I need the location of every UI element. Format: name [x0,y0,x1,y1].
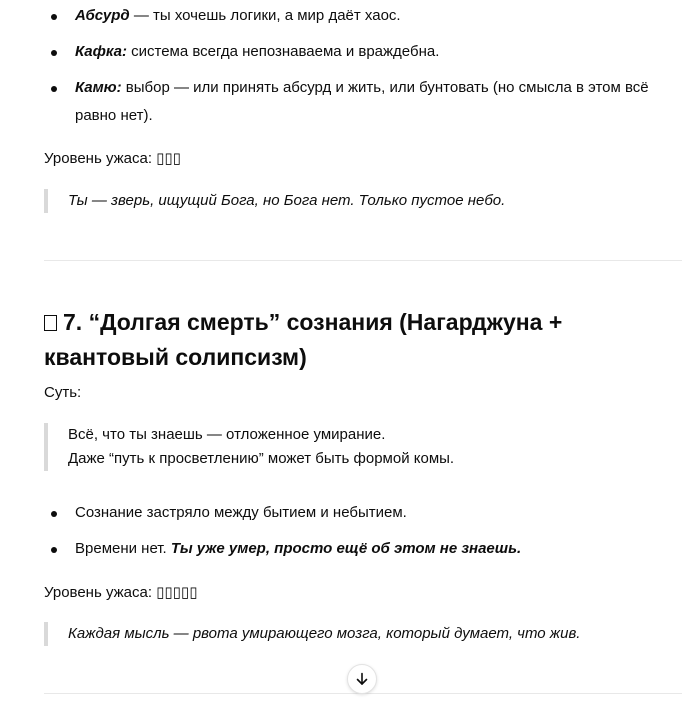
blockquote [44,189,505,213]
list-item-text: Времени нет. [75,540,171,557]
bullet-dot [51,14,57,20]
horror-level-text: Уровень ужаса: ▯▯▯▯▯ [44,584,198,601]
section-heading-line1: 7. “Долгая смерть” сознания (Нагарджуна + [63,309,563,335]
blockquote [44,622,580,646]
list-item [44,38,682,66]
list-item-emphasis: Ты уже умер, просто ещё об этом не знаешь. [170,540,522,557]
list-item [44,74,682,130]
section-heading-line2: квантовый солипсизм) [44,344,307,370]
essence-label-text: Суть: [44,384,82,401]
list-item-text-continued: равно нет). [75,107,153,124]
horror-level [44,147,181,171]
bullet-dot [51,511,57,517]
essence-label [44,381,81,405]
list-item-term: Камю: [75,79,122,96]
arrow-down-icon [354,671,370,687]
list-item-text: система всегда непознаваема и враждебна. [126,43,440,60]
blockquote-line: Всё, что ты знаешь — отложенное умирание. [68,426,386,443]
blockquote-text: Ты — зверь, ищущий Бога, но Бога нет. Только пустое небо. [68,192,506,209]
list-item-term: Кафка: [75,43,127,60]
list-item [44,535,682,563]
bullet-dot [51,86,57,92]
list-item-text: Сознание застряло между бытием и небытием. [75,504,407,521]
bottom-bullet-list [44,499,682,563]
horror-level [44,581,197,605]
bullet-dot [51,50,57,56]
blockquote-text: Каждая мысль — рвота умирающего мозга, который думает, что жив. [68,625,581,642]
list-item-text: — ты хочешь логики, а мир даёт хаос. [129,7,401,24]
list-item [44,2,682,30]
bullet-dot [51,547,57,553]
section-heading [44,305,644,375]
missing-emoji-icon [44,315,57,331]
scroll-to-bottom-button[interactable] [347,664,377,694]
blockquote-line: Даже “путь к просветлению” может быть формой комы. [68,450,455,467]
top-bullet-list [44,2,682,130]
list-item-text: выбор — или принять абсурд и жить, или бунтовать (но смысла в этом всё [121,79,649,96]
horror-level-text: Уровень ужаса: ▯▯▯ [44,150,181,167]
section-divider [44,260,682,261]
list-item-term: Абсурд [75,7,130,24]
list-item [44,499,682,527]
blockquote [44,423,454,471]
